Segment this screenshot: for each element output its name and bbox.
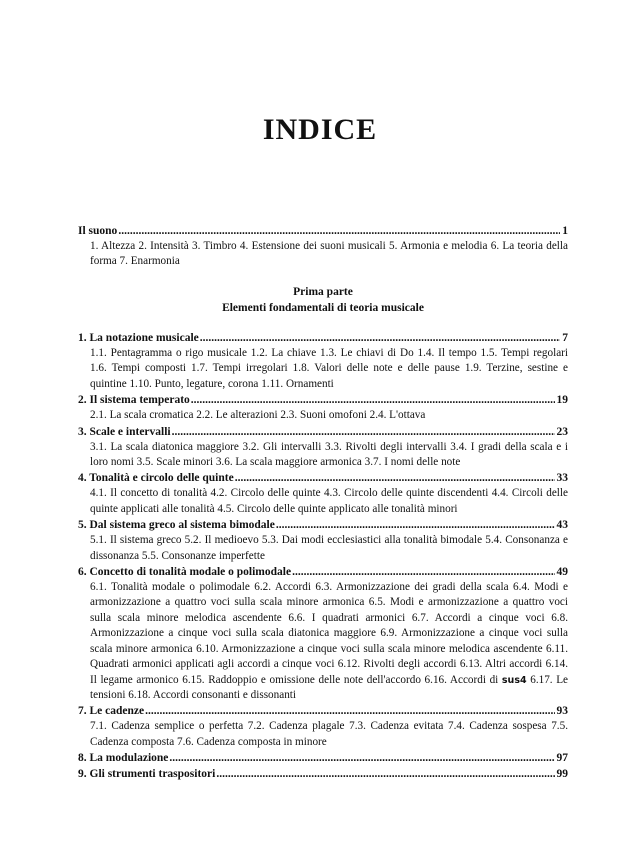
leader-dots: [276, 517, 555, 533]
toc-chapter-4: [78, 470, 568, 517]
leader-dots: [200, 330, 561, 346]
leader-dots: [292, 564, 554, 580]
entry-subsections: [78, 580, 568, 703]
entry-page: 23: [556, 425, 568, 438]
leader-dots: [216, 766, 554, 782]
leader-dots: [172, 424, 555, 440]
entry-page: 49: [556, 566, 568, 579]
entry-subsections: 3.1. La scala diatonica maggiore 3.2. Gli intervalli 3.3. Rivolti degli intervalli 3.4. I gradi della scala e i loro nomi 3.5. Scale minori 3.6. La scala maggiore armonica 3.7. I nomi delle note: [90, 440, 568, 469]
entry-title: Il suono: [78, 225, 118, 237]
leader-dots: [191, 392, 555, 408]
toc-entry-heading: [78, 424, 568, 440]
entry-title: 8. La modulazione: [78, 752, 169, 765]
entry-page: 19: [556, 394, 568, 407]
entry-title: 2. Il sistema temperato: [78, 394, 190, 407]
entry-title: 5. Dal sistema greco al sistema bimodale: [78, 519, 275, 532]
toc-entry-heading: [78, 330, 568, 346]
leader-dots: [235, 470, 555, 486]
entry-title: 9. Gli strumenti traspositori: [78, 768, 216, 781]
entry-page: 97: [556, 752, 568, 765]
leader-dots: [145, 703, 554, 719]
toc-intro: [78, 223, 568, 270]
part-title: Elementi fondamentali di teoria musicale: [222, 302, 424, 314]
toc-entry-heading: [78, 470, 568, 486]
leader-dots: [118, 223, 560, 239]
toc-chapter-2: [78, 392, 568, 423]
toc-entry-heading: [78, 703, 568, 719]
entry-subsections: 1. Altezza 2. Intensità 3. Timbro 4. Estensione dei suoni musicali 5. Armonia e melodia 6. La teoria della forma 7. Enarmonia: [90, 240, 568, 268]
entry-subsections: 2.1. La scala cromatica 2.2. Le alterazioni 2.3. Suoni omofoni 2.4. L'ottava: [90, 409, 426, 422]
toc-entry-heading: [78, 564, 568, 580]
entry-page: 1: [562, 225, 568, 237]
toc-chapter-1: [78, 330, 568, 392]
subsection-text-after: 6.17. Le tensioni 6.18. Accordi consonanti e dissonanti: [90, 673, 569, 701]
page-title: INDICE: [262, 113, 378, 146]
entry-title: 7. Le cadenze: [78, 705, 145, 718]
toc-chapter-3: [78, 424, 568, 471]
toc-chapter-8: [78, 750, 568, 766]
entry-subsections: 5.1. Il sistema greco 5.2. Il medioevo 5.3. Dai modi ecclesiastici alla tonalità bimodale 5.4. Consonanza e dissonanza 5.5. Consonanze imperfette: [90, 534, 568, 562]
subsection-text: 6.1. Tonalità modale o polimodale 6.2. Accordi 6.3. Armonizzazione dei gradi della scala 6.4. Modi e armonizzazione a quattro voci sulla scala minore armonica 6.5. Modi e armonizzazione a quattro voci sulla scala minore melodica ascendente 6.6. I quadrati armonici 6.7. Accordi a cinque voci 6.8. Armonizzazione a cinque voci sulla scala diatonica maggiore 6.9. Armonizzazione a cinque voci sulla scala minore armonica 6.10. Armonizzazione a cinque voci sulla scala minore melodica ascendente 6.11. Quadrati armonici applicati agli accordi a cinque voci 6.12. Rivolti degli accordi 6.13. Altri accordi 6.14. Il legame armonico 6.15. Raddoppio e omissione delle note dell'accordo 6.16. Accordi di: [90, 581, 568, 686]
entry-subsections: 7.1. Cadenza semplice o perfetta 7.2. Cadenza plagale 7.3. Cadenza evitata 7.4. Cadenza sospesa 7.5. Cadenza composta 7.6. Cadenza composta in minore: [90, 720, 568, 748]
part-label: Prima parte: [293, 286, 353, 298]
entry-subsections: 1.1. Pentagramma o rigo musicale 1.2. La chiave 1.3. Le chiavi di Do 1.4. Il tempo 1.5. Tempi regolari 1.6. Tempi composti 1.7. Tempi irregolari 1.8. Valori delle note e delle pause 1.9. Terzine, sestine e quintine 1.10. Punto, legature, corona 1.11. Ornamenti: [90, 347, 568, 390]
entry-subsections: 4.1. Il concetto di tonalità 4.2. Circolo delle quinte 4.3. Circolo delle quinte discendenti 4.4. Circoli delle quinte applicati alle tonalità 4.5. Circolo delle quinte applicato alle tonalità minori: [90, 487, 568, 515]
entry-title: 1. La notazione musicale: [78, 332, 199, 344]
toc-entry-heading: [78, 750, 568, 766]
toc-entry-heading: [78, 517, 568, 533]
part-heading: [78, 284, 568, 316]
leader-dots: [169, 750, 554, 766]
toc-chapter-6: [78, 564, 568, 703]
entry-page: 93: [556, 705, 568, 718]
toc-entry-heading: [78, 223, 568, 239]
entry-page: 99: [556, 768, 568, 781]
toc-entry-heading: [78, 392, 568, 408]
toc-chapter-7: [78, 703, 568, 750]
toc-chapters: [78, 330, 568, 782]
chord-symbol: sus4: [501, 674, 527, 686]
toc-chapter-5: [78, 517, 568, 564]
toc-chapter-9: [78, 766, 568, 782]
entry-title: 6. Concetto di tonalità modale o polimodale: [78, 566, 292, 579]
entry-page: 43: [556, 519, 568, 532]
toc-entry-heading: [78, 766, 568, 782]
entry-title: 3. Scale e intervalli: [78, 425, 171, 438]
entry-page: 33: [556, 472, 568, 485]
entry-page: 7: [562, 332, 568, 344]
entry-title: 4. Tonalità e circolo delle quinte: [78, 472, 234, 485]
